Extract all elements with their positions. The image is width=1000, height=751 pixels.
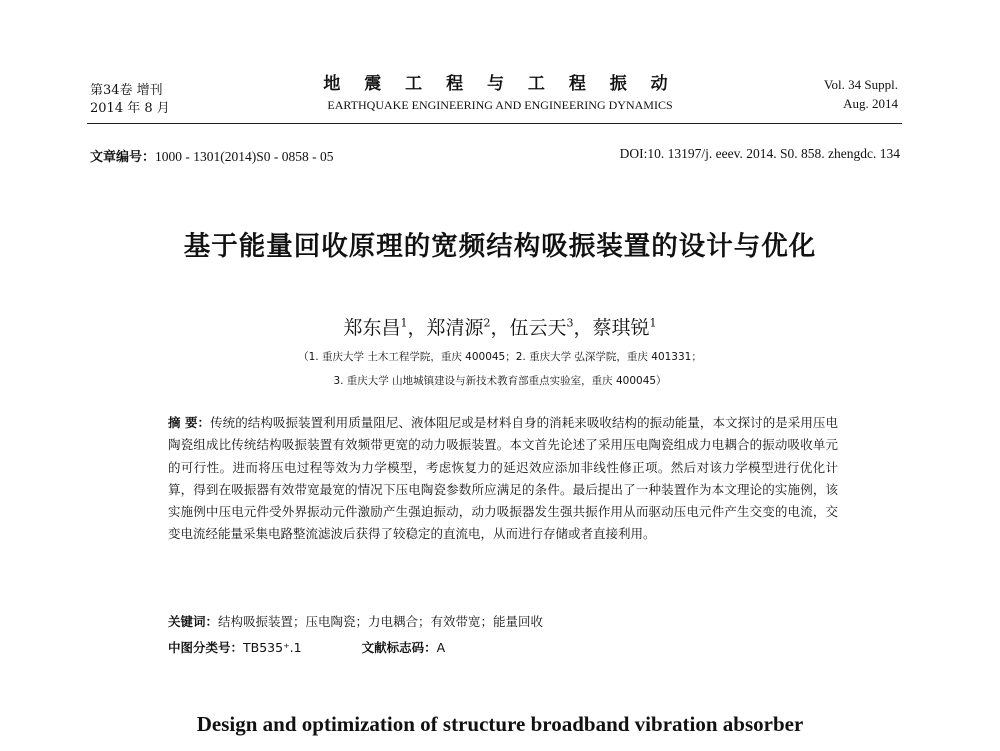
abstract	[168, 412, 838, 546]
keywords-text: 结构吸振装置；压电陶瓷；力电耦合；有效带宽；能量回收	[218, 614, 544, 629]
paper-title-cn: 基于能量回收原理的宽频结构吸振装置的设计与优化	[183, 231, 817, 262]
issue-date: 2014 年 8 月	[90, 101, 170, 116]
doc-code-value: A	[436, 640, 446, 655]
author: 郑清源$^2$，	[426, 316, 510, 339]
clc-value: TB535⁺.1	[243, 640, 302, 655]
abstract-label: 摘 要：	[168, 415, 211, 430]
journal-name-en: EARTHQUAKE ENGINEERING AND ENGINEERING DYNAMICS	[327, 98, 673, 112]
header-rule	[87, 123, 902, 124]
article-number-value: 1000 - 1301(2014)S0 - 0858 - 05	[155, 149, 334, 164]
affiliation-line: 3. 重庆大学 山地城镇建设与新技术教育部重点实验室，重庆 400045）	[333, 375, 667, 387]
date-en: Aug. 2014	[843, 96, 898, 111]
journal-name-cn: 地 震 工 程 与 工 程 振 动	[323, 74, 677, 94]
doi: DOI:10. 13197/j. eeev. 2014. S0. 858. zhengdc. 134	[619, 146, 900, 161]
author: 郑东昌$^1$，	[343, 316, 427, 339]
classification	[168, 638, 445, 656]
doc-code-label: 文献标志码：	[361, 640, 437, 655]
keywords-label: 关键词：	[168, 614, 219, 629]
abstract-text: 传统的结构吸振装置利用质量阻尼、液体阻尼或是材料自身的消耗来吸收结构的振动能量，本文探讨的是采用压电陶瓷组成比传统结构吸振装置有效频带更宽的动力吸振装置。本文首先论述了采用压电陶瓷组成力电耦合的振动吸收单元的可行性。进而将压电过程等效为力学模型，考虑恢复力的延迟效应添加非线性修正项。然后对该力学模型进行优化计算，得到在吸振器有效带宽最宽的情况下压电陶瓷参数所应满足的条件。最后提出了一种装置作为本文理论的实施例，该实施例中压电元件受外界振动元件激励产生强迫振动，动力吸振器发生强共振作用从而驱动压电元件产生交变的电流，交变电流经能量采集电路整流滤波后获得了较稳定的直流电，从而进行存储或者直接利用。	[168, 415, 838, 542]
article-number-label: 文章编号：	[90, 150, 156, 165]
volume-issue: 第34卷 增刊	[90, 83, 163, 98]
author-list	[0, 313, 1000, 340]
paper-title-en: Design and optimization of structure broadband vibration absorber	[196, 712, 804, 736]
author: 蔡琪锐$^1$	[592, 316, 657, 339]
author: 伍云天$^3$，	[509, 316, 593, 339]
volume-en: Vol. 34 Suppl.	[823, 77, 898, 92]
clc-label: 中图分类号：	[168, 640, 244, 655]
journal-volume-info-en	[824, 75, 898, 113]
article-number	[90, 146, 334, 165]
keywords	[168, 612, 543, 630]
affiliation-line: （1. 重庆大学 土木工程学院，重庆 400045；2. 重庆大学 弘深学院，重庆 401331；	[298, 351, 702, 363]
